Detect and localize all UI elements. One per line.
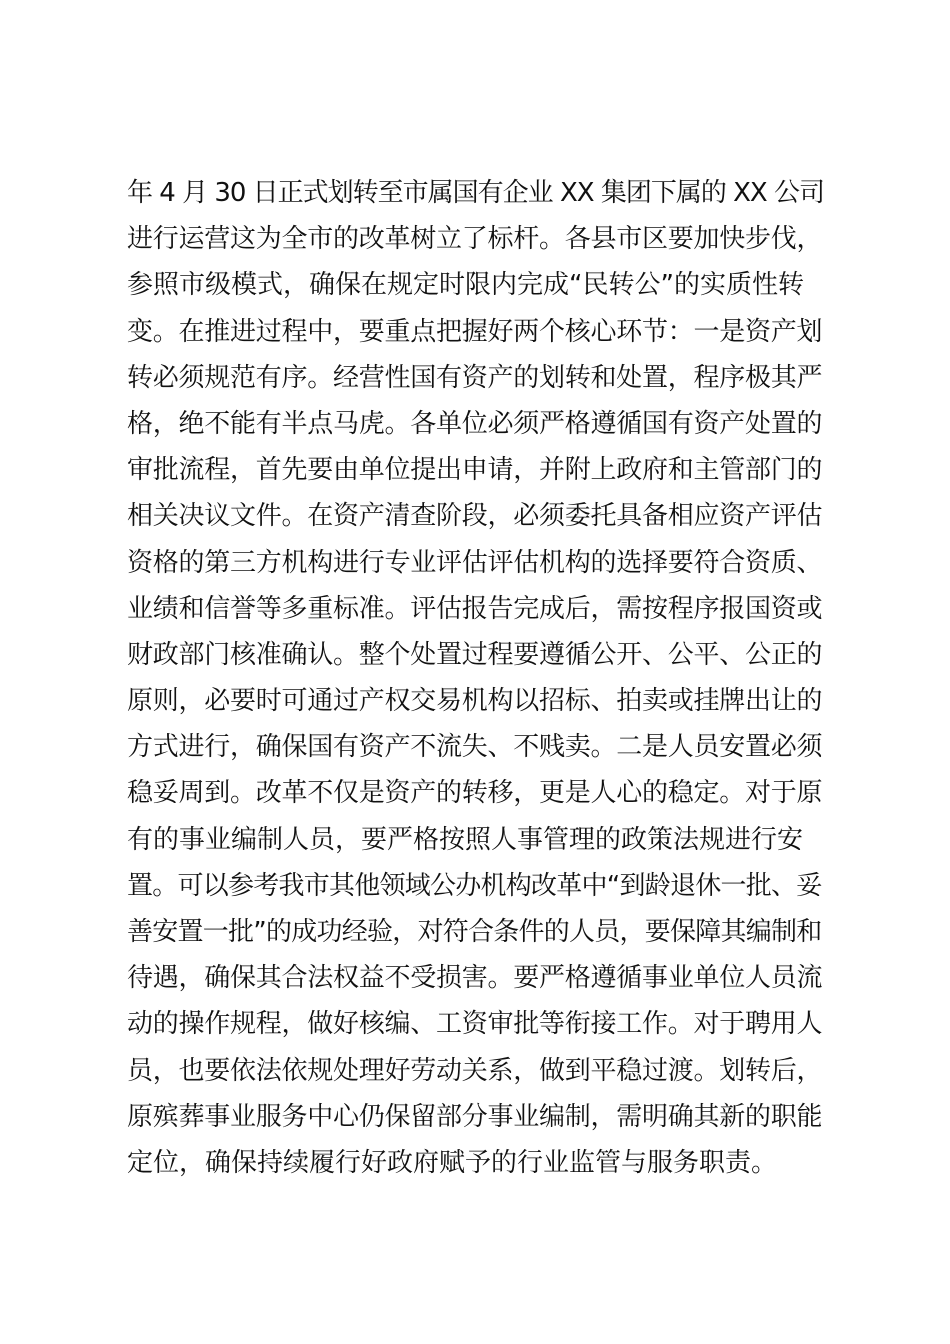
text-line: 转必须规范有序。经营性国有资产的划转和处置，程序极其严 [127,362,823,393]
text-line: 方式进行，确保国有资产不流失、不贱卖。二是人员安置必须 [127,732,823,763]
text-line: 员，也要依法依规处理好劳动关系，做到平稳过渡。划转后， [127,1055,823,1086]
text-line: 资格的第三方机构进行专业评估评估机构的选择要符合资质、 [127,547,823,578]
text-line: 善安置一批”的成功经验，对符合条件的人员，要保障其编制和 [127,917,822,947]
text-line: 稳妥周到。改革不仅是资产的转移，更是人心的稳定。对于原 [127,778,823,809]
text-line: 年 4 月 30 日正式划转至市属国有企业 XX 集团下属的 XX 公司 [127,178,824,208]
text-line: 置。可以参考我市其他领域公办机构改革中“到龄退休一批、妥 [127,870,822,901]
text-line: 参照市级模式，确保在规定时限内完成“民转公”的实质性转 [127,270,804,301]
text-line: 格，绝不能有半点马虎。各单位必须严格遵循国有资产处置的 [127,408,823,439]
text-line: 动的操作规程，做好核编、工资审批等衔接工作。对于聘用人 [127,1009,823,1040]
text-line: 原殡葬事业服务中心仍保留部分事业编制，需明确其新的职能 [127,1101,823,1132]
text-line: 有的事业编制人员，要严格按照人事管理的政策法规进行安 [127,824,804,855]
body-paragraph [127,170,827,1186]
text-line: 进行运营这为全市的改革树立了标杆。各县市区要加快步伐， [127,224,823,255]
text-line: 原则，必要时可通过产权交易机构以招标、拍卖或挂牌出让的 [127,686,823,717]
text-line: 变。在推进过程中，要重点把握好两个核心环节：一是资产划 [127,316,823,347]
text-line: 相关决议文件。在资产清查阶段，必须委托具备相应资产评估 [127,501,823,532]
text-line: 业绩和信誉等多重标准。评估报告完成后，需按程序报国资或 [127,593,823,624]
text-line: 待遇，确保其合法权益不受损害。要严格遵循事业单位人员流 [127,963,823,994]
text-line: 定位，确保持续履行好政府赋予的行业监管与服务职责。 [127,1147,778,1178]
text-line: 审批流程，首先要由单位提出申请，并附上政府和主管部门的 [127,455,823,486]
text-line: 财政部门核准确认。整个处置过程要遵循公开、公平、公正的 [127,639,823,670]
